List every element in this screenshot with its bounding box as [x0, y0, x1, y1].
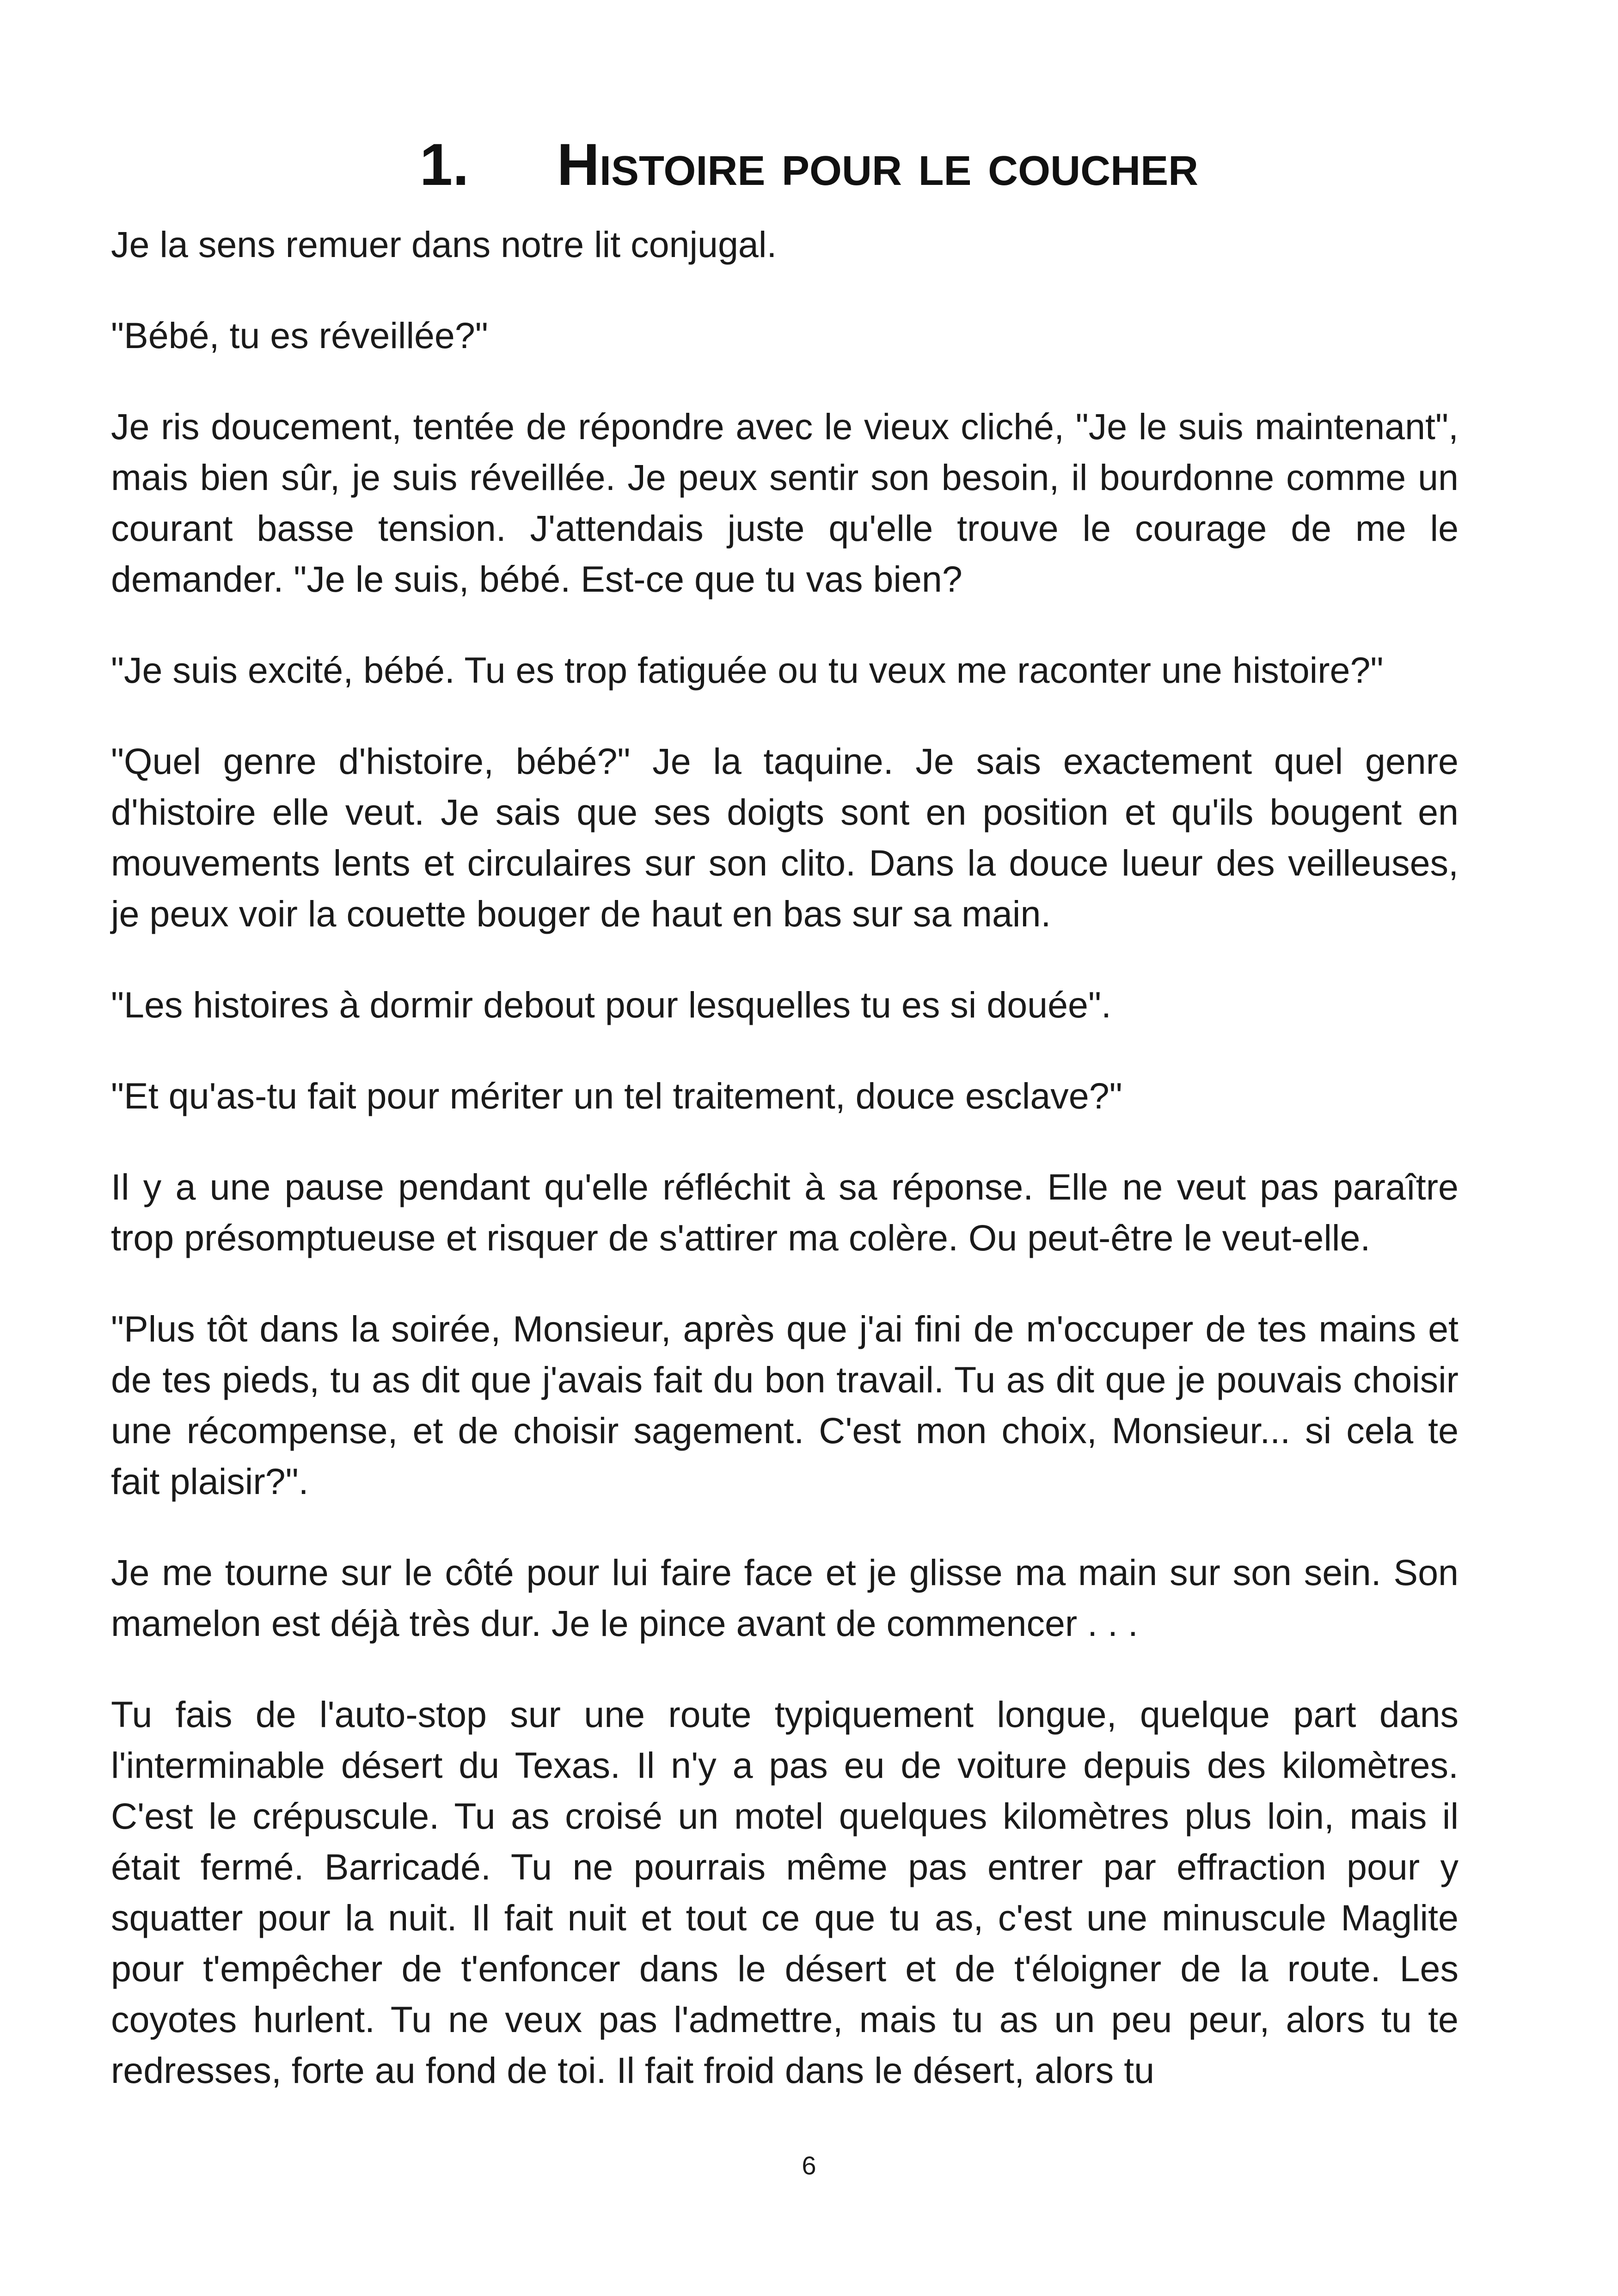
paragraph: Il y a une pause pendant qu'elle réfléchit à sa réponse. Elle ne veut pas paraître trop présomptueuse et risquer de s'attirer ma colère. Ou peut-être le veut-elle. — [111, 1166, 1459, 1258]
page-number: 6 — [802, 2151, 816, 2180]
paragraph: Je me tourne sur le côté pour lui faire face et je glisse ma main sur son sein. Son mamelon est déjà très dur. Je le pince avant de commencer . . . — [111, 1552, 1459, 1644]
paragraph: "Les histoires à dormir debout pour lesquelles tu es si douée". — [111, 984, 1111, 1025]
chapter-number: 1. — [419, 132, 469, 198]
paragraph: "Quel genre d'histoire, bébé?" Je la taquine. Je sais exactement quel genre d'histoire elle veut. Je sais que ses doigts sont en position et qu'ils bougent en mouvements lents et circulaires sur son clito. Dans la douce lueur des veilleuses, je peux voir la couette bouger de haut en bas sur sa main. — [111, 741, 1459, 934]
paragraph: Tu fais de l'auto-stop sur une route typiquement longue, quelque part dans l'interminable désert du Texas. Il n'y a pas eu de voiture depuis des kilomètres. C'est le crépuscule. Tu as croisé un motel quelques kilomètres plus loin, mais il était fermé. Barricadé. Tu ne pourrais même pas entrer par effraction pour y squatter pour la nuit. Il fait nuit et tout ce que tu as, c'est une minuscule Maglite pour t'empêcher de t'enfoncer dans le désert et de t'éloigner de la route. Les coyotes hurlent. Tu ne veux pas l'admettre, mais tu as un peu peur, alors tu te redresses, forte au fond de toi. Il fait froid dans le désert, alors tu — [111, 1694, 1459, 2091]
paragraph: "Et qu'as-tu fait pour mériter un tel traitement, douce esclave?" — [111, 1075, 1122, 1116]
paragraph: "Je suis excité, bébé. Tu es trop fatiguée ou tu veux me raconter une histoire?" — [111, 649, 1384, 691]
paragraph: "Bébé, tu es réveillée?" — [111, 315, 488, 356]
paragraph: Je la sens remuer dans notre lit conjugal. — [111, 224, 777, 265]
chapter-title: Histoire pour le coucher — [557, 132, 1199, 198]
paragraph: "Plus tôt dans la soirée, Monsieur, après que j'ai fini de m'occuper de tes mains et de tes pieds, tu as dit que j'avais fait du bon travail. Tu as dit que je pouvais choisir une récompense, et de choisir sagement. C'est mon choix, Monsieur... si cela te fait plaisir?". — [111, 1308, 1459, 1502]
chapter-text — [111, 219, 1459, 2096]
chapter-heading — [111, 131, 1507, 200]
paragraph: Je ris doucement, tentée de répondre avec le vieux cliché, "Je le suis maintenant", mais bien sûr, je suis réveillée. Je peux sentir son besoin, il bourdonne comme un courant basse tension. J'attendais juste qu'elle trouve le courage de me le demander. "Je le suis, bébé. Est-ce que tu vas bien? — [111, 406, 1459, 600]
